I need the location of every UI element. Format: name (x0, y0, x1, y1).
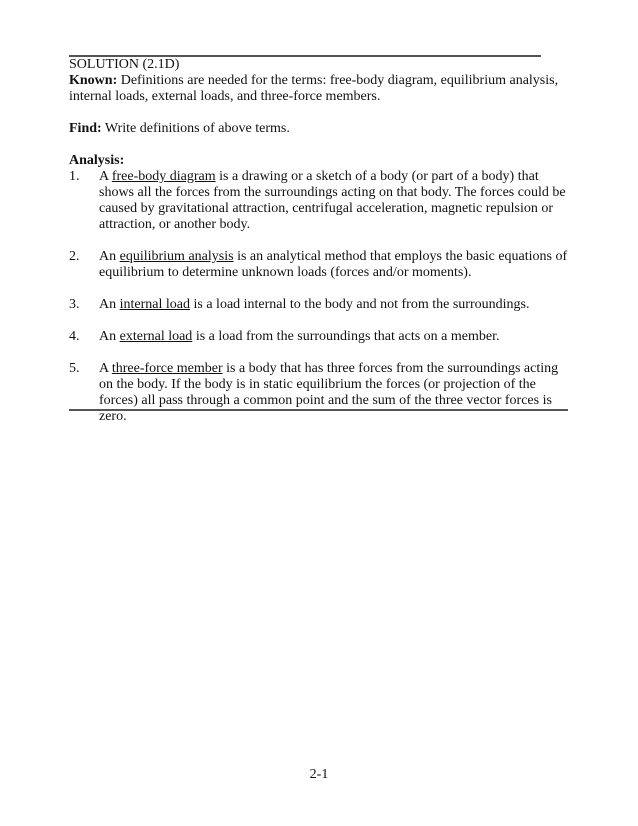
item-number: 1. (69, 169, 80, 184)
solution-heading: SOLUTION (2.1D) (69, 57, 180, 72)
list-item: 5. A three-force member is a body that has three forces from the surroundings acting on the body. If the body is in static equilibrium the forces (or projection of the forces) all pass through a common point and the sum of the three vector forces is zero. (69, 361, 559, 424)
find-text: Write definitions of above terms. (101, 121, 290, 136)
term-free-body-diagram: free-body diagram (111, 169, 216, 184)
item-number: 2. (69, 249, 80, 264)
term-external-load: external load (119, 329, 193, 344)
bottom-rule (69, 409, 568, 411)
term-equilibrium-analysis: equilibrium analysis (119, 249, 234, 264)
find-paragraph (69, 121, 569, 137)
known-label: Known: (69, 73, 118, 88)
known-paragraph (69, 73, 569, 105)
page-number: 2-1 (309, 767, 329, 782)
list-item: 1. A free-body diagram is a drawing or a sketch of a body (or part of a body) that shows all the forces from the surroundings acting on that body. The forces could be caused by gravitational attraction, centrifugal acceleration, magnetic repulsion or attraction, or another body. (69, 169, 566, 232)
find-label: Find: (69, 121, 102, 136)
known-text: Definitions are needed for the terms: free-body diagram, equilibrium analysis, internal loads, external loads, and three-force members. (69, 73, 559, 104)
list-item: 2. An equilibrium analysis is an analytical method that employs the basic equations of equilibrium to determine unknown loads (forces and/or moments). (69, 249, 568, 280)
list-item: 3. An internal load is a load internal to the body and not from the surroundings. (69, 297, 530, 312)
analysis-label: Analysis: (69, 153, 125, 168)
list-item: 4. An external load is a load from the surroundings that acts on a member. (69, 329, 500, 344)
item-number: 4. (69, 329, 80, 344)
solution-content (69, 57, 569, 425)
item-number: 3. (69, 297, 80, 312)
item-number: 5. (69, 361, 80, 376)
term-internal-load: internal load (119, 297, 190, 312)
term-three-force-member: three-force member (111, 361, 223, 376)
